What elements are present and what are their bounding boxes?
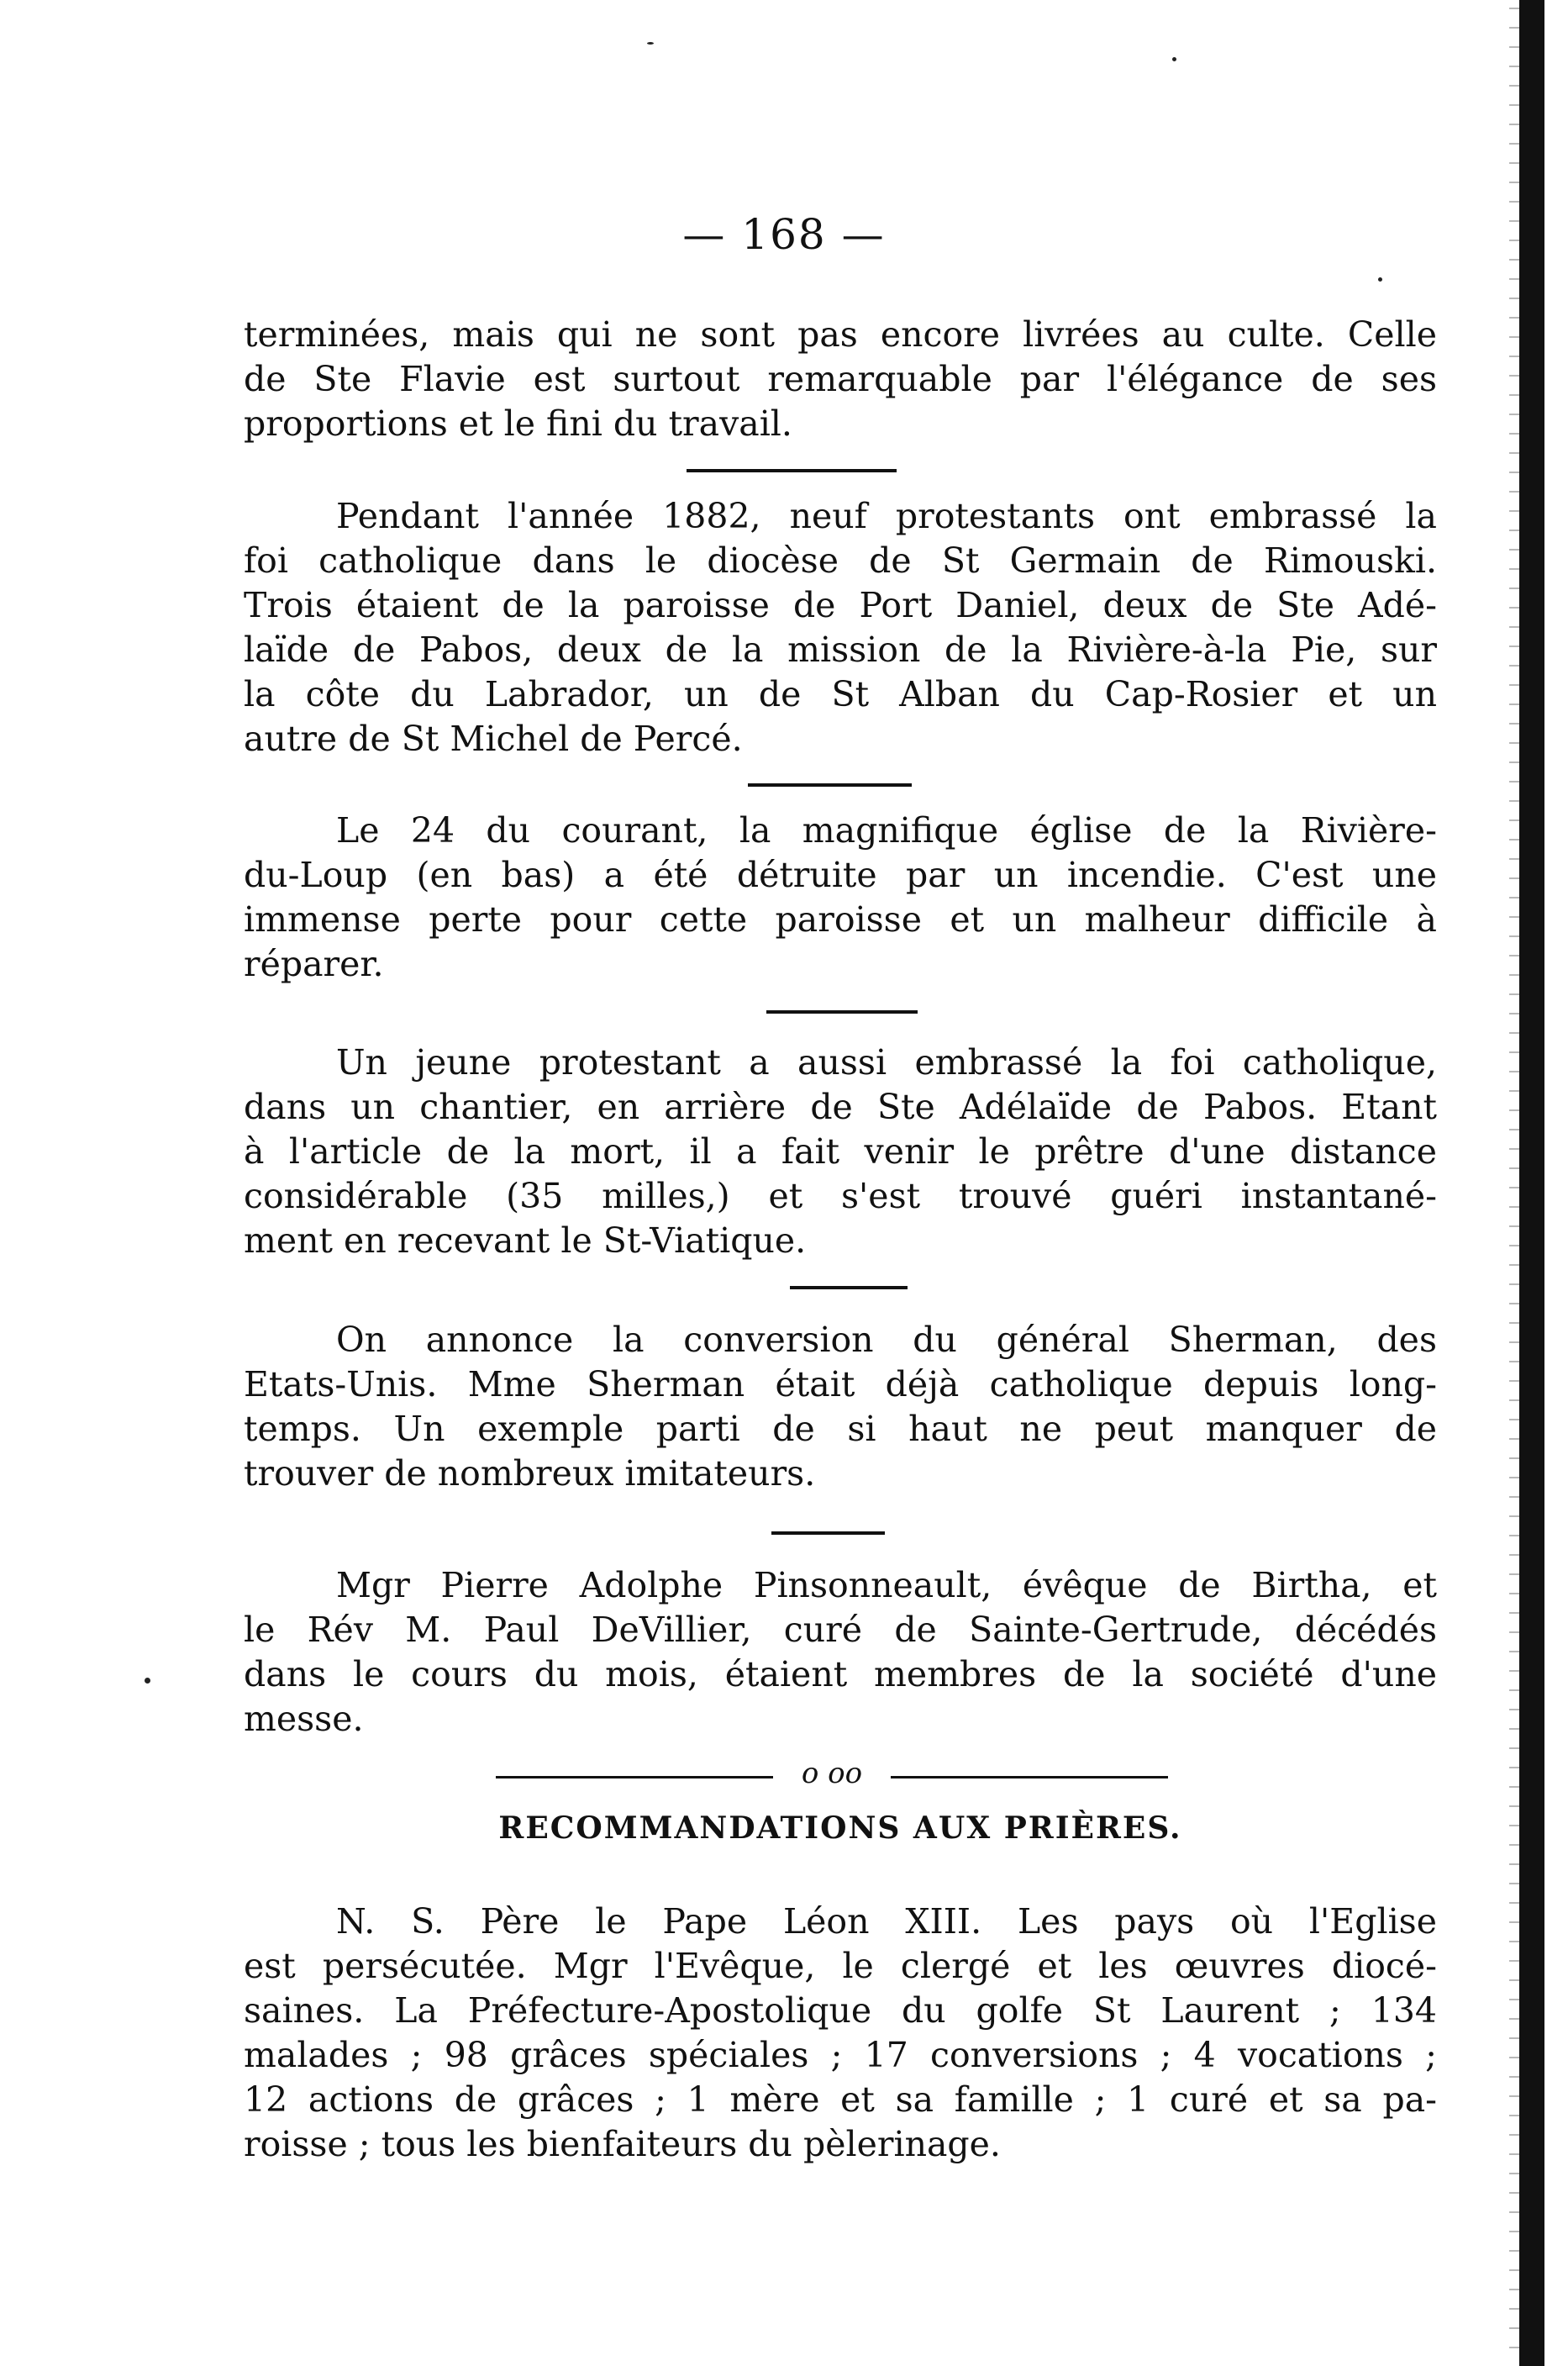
page-binding-edge <box>1519 0 1544 2366</box>
divider-line-right <box>891 1776 1168 1778</box>
paragraph-5 <box>244 1318 1437 1496</box>
scan-speck <box>1172 57 1176 61</box>
text-line: est persécutée. Mgr l'Evêque, le clergé et les œuvres diocé- <box>244 1946 1437 1986</box>
text-line: Etats-Unis. Mme Sherman était déjà catholique depuis long- <box>244 1364 1437 1404</box>
text-line: dans le cours du mois, étaient membres de la société d'une <box>244 1654 1437 1694</box>
text-line: autre de St Michel de Percé. <box>244 719 743 759</box>
text-line: Pendant l'année 1882, neuf protestants ont embrassé la <box>336 496 1437 536</box>
text-line: terminées, mais qui ne sont pas encore livrées au culte. Celle <box>244 314 1437 355</box>
text-line: dans un chantier, en arrière de Ste Adélaïde de Pabos. Etant <box>244 1087 1437 1127</box>
separator-rule <box>771 1531 885 1535</box>
text-line: réparer. <box>244 944 384 984</box>
text-line: de Ste Flavie est surtout remarquable par l'élégance de ses <box>244 359 1437 399</box>
section-heading: RECOMMANDATIONS AUX PRIÈRES. <box>498 1810 1182 1846</box>
ornamental-divider <box>496 1757 1168 1794</box>
text-line: messe. <box>244 1699 364 1739</box>
text-line: saines. La Préfecture-Apostolique du golfe St Laurent ; 134 <box>244 1990 1437 2031</box>
paragraph-6 <box>244 1563 1437 1742</box>
page-edge-shadow <box>1509 0 1519 2366</box>
text-line: malades ; 98 grâces spéciales ; 17 conversions ; 4 vocations ; <box>244 2035 1437 2075</box>
text-line: Un jeune protestant a aussi embrassé la foi catholique, <box>336 1042 1437 1083</box>
text-line: roisse ; tous les bienfaiteurs du pèlerinage. <box>244 2124 1001 2164</box>
recommendations-paragraph <box>244 1900 1437 2167</box>
text-line: Mgr Pierre Adolphe Pinsonneault, évêque de Birtha, et <box>336 1565 1437 1605</box>
separator-rule <box>766 1010 918 1014</box>
scan-speck <box>1378 277 1382 282</box>
text-line: la côte du Labrador, un de St Alban du Cap-Rosier et un <box>244 674 1437 714</box>
text-line: laïde de Pabos, deux de la mission de la Rivière-à-la Pie, sur <box>244 630 1437 670</box>
separator-rule <box>748 783 912 787</box>
scan-speck <box>145 1678 150 1684</box>
divider-line-left <box>496 1776 773 1778</box>
separator-rule <box>790 1286 908 1289</box>
text-line: à l'article de la mort, il a fait venir le prêtre d'une distance <box>244 1131 1437 1172</box>
paragraph-4 <box>244 1041 1437 1263</box>
text-line: le Rév M. Paul DeVillier, curé de Sainte-Gertrude, décédés <box>244 1610 1437 1650</box>
separator-rule <box>687 469 897 472</box>
divider-mark: o oo <box>801 1757 863 1790</box>
text-line: immense perte pour cette paroisse et un malheur difficile à <box>244 899 1437 940</box>
paragraph-3 <box>244 809 1437 987</box>
text-line: du-Loup (en bas) a été détruite par un incendie. C'est une <box>244 855 1437 895</box>
text-line: 12 actions de grâces ; 1 mère et sa famille ; 1 curé et sa pa- <box>244 2079 1437 2120</box>
text-line: temps. Un exemple parti de si haut ne peut manquer de <box>244 1409 1437 1449</box>
text-line: On annonce la conversion du général Sherman, des <box>336 1320 1437 1360</box>
paragraph-2 <box>244 494 1437 761</box>
text-line: Le 24 du courant, la magnifique église de la Rivière- <box>336 810 1437 851</box>
text-line: ment en recevant le St-Viatique. <box>244 1220 807 1261</box>
paragraph-1 <box>244 313 1437 446</box>
page-number: — 168 — <box>682 210 886 259</box>
scan-speck <box>647 42 654 45</box>
text-line: trouver de nombreux imitateurs. <box>244 1453 816 1494</box>
text-line: considérable (35 milles,) et s'est trouvé guéri instantané- <box>244 1176 1437 1216</box>
text-line: Trois étaient de la paroisse de Port Daniel, deux de Ste Adé- <box>244 585 1437 625</box>
text-line: proportions et le fini du travail. <box>244 403 792 444</box>
text-line: N. S. Père le Pape Léon XIII. Les pays où l'Eglise <box>336 1901 1437 1942</box>
text-line: foi catholique dans le diocèse de St Germain de Rimouski. <box>244 540 1437 581</box>
